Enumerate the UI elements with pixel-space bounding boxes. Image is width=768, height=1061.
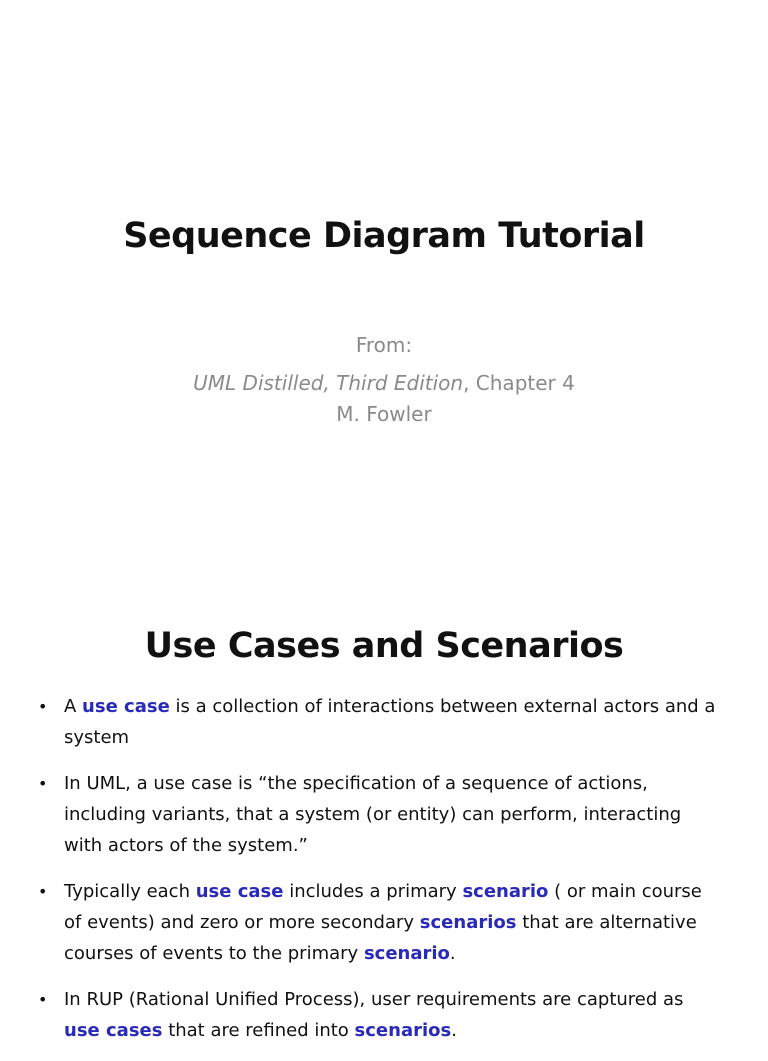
bullet-list (38, 691, 718, 1061)
keyword-highlight: scenarios (419, 912, 517, 933)
bullet-item (38, 768, 718, 861)
keyword-highlight: scenario (363, 943, 450, 964)
keyword-highlight: scenario (462, 881, 549, 902)
author: M. Fowler (336, 402, 432, 426)
book-reference (0, 371, 768, 395)
bullet-item (38, 876, 718, 969)
bullet-text: . (449, 943, 456, 964)
bullet-item (38, 984, 718, 1046)
bullet-icon: • (38, 774, 48, 793)
bullet-text: that are alternative courses of events to the primary (64, 912, 697, 964)
from-label: From: (355, 333, 413, 357)
bullet-item (38, 691, 718, 753)
book-title: UML Distilled, Third Edition (193, 371, 464, 395)
bullet-text: . (451, 1020, 457, 1041)
bullet-icon: • (38, 882, 48, 901)
slide-title: Sequence Diagram Tutorial (123, 216, 645, 256)
bullet-text: that are refined into (162, 1020, 355, 1041)
bullet-text: ( or main course of events) and zero or more secondary (64, 881, 702, 933)
keyword-highlight: use cases (64, 1020, 163, 1041)
bullet-text: In UML, a use case is “the specification of a sequence of actions, including variants, that a system (or entity) can perform, interacting with actors of the system.” (64, 773, 682, 856)
content-slide (0, 576, 768, 1041)
bullet-text: A (64, 696, 83, 717)
slide-title: Use Cases and Scenarios (144, 626, 624, 666)
bullet-text: is a collection of interactions between external actors and a system (64, 696, 716, 748)
bullet-text: Typically each (64, 881, 196, 902)
bullet-icon: • (38, 990, 48, 1009)
bullet-text: includes a primary (283, 881, 463, 902)
bullet-icon: • (38, 697, 48, 716)
book-chapter: , Chapter 4 (463, 371, 575, 395)
bullet-text: In RUP (Rational Unified Process), user requirements are captured as (64, 989, 684, 1010)
keyword-highlight: use case (82, 696, 170, 717)
keyword-highlight: use case (195, 881, 284, 902)
keyword-highlight: scenarios (354, 1020, 452, 1041)
